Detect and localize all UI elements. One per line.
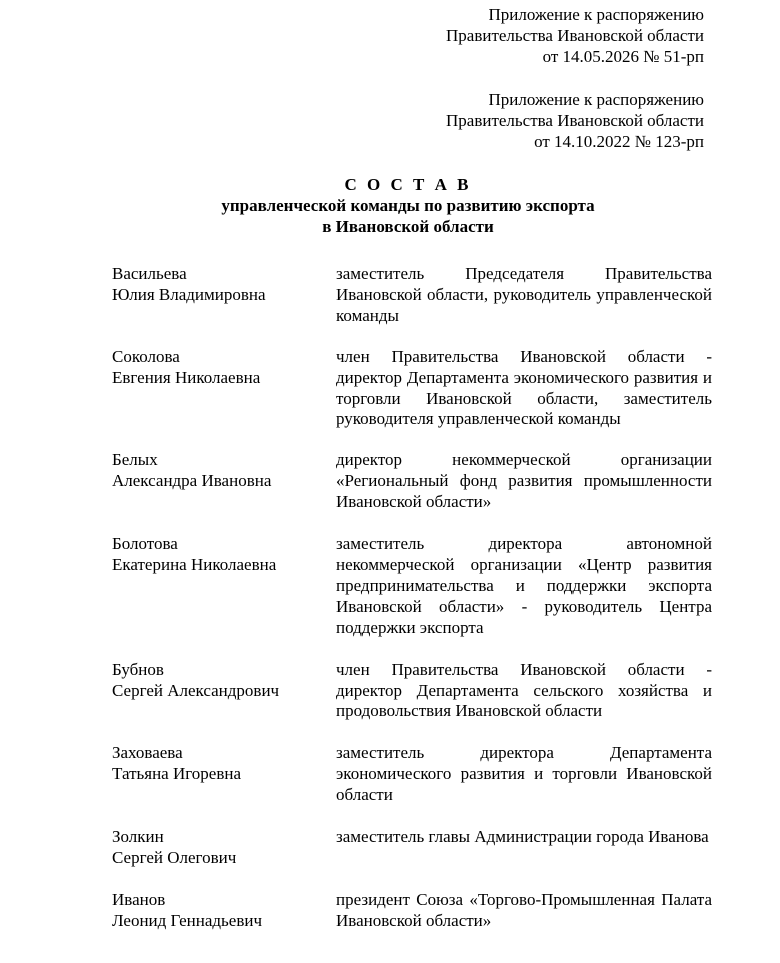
appendix-header-current — [446, 4, 704, 67]
members-list — [112, 264, 712, 932]
appendix-line: от 14.10.2022 № 123-рп — [534, 132, 704, 151]
member-name — [112, 743, 336, 806]
member-given-names: Юлия Владимировна — [112, 284, 266, 304]
member-row — [112, 890, 712, 932]
member-surname: Болотова — [112, 534, 178, 554]
member-role: заместитель директора автономной некоммерческой организации «Центр развития предпринимательства и поддержки экспорта Ивановской области» - руководитель Центра поддержки экспорта — [336, 534, 712, 637]
member-row — [112, 450, 712, 513]
member-surname: Заховаева — [112, 743, 183, 763]
appendix-header-original — [446, 89, 704, 152]
member-given-names: Екатерина Николаевна — [112, 554, 277, 574]
member-surname: Васильева — [112, 264, 187, 283]
member-row — [112, 743, 712, 806]
member-surname: Золкин — [112, 827, 164, 847]
member-row — [112, 347, 712, 431]
title-line: С О С Т А В — [344, 175, 472, 194]
member-role: заместитель директора Департамента экономического развития и торговли Ивановской области — [336, 743, 712, 805]
member-role: заместитель Председателя Правительства Ивановской области, руководитель управленческой команды — [336, 264, 712, 325]
member-name — [112, 534, 336, 639]
member-name — [112, 660, 336, 723]
member-surname: Белых — [112, 450, 158, 470]
member-given-names: Сергей Александрович — [112, 680, 280, 700]
member-given-names: Евгения Николаевна — [112, 367, 261, 387]
member-name — [112, 890, 336, 932]
member-given-names: Сергей Олегович — [112, 847, 237, 867]
appendix-line: Приложение к распоряжению — [488, 90, 704, 109]
appendix-line: от 14.05.2026 № 51-рп — [542, 47, 704, 66]
subtitle-line: управленческой команды по развитию экспорта — [221, 196, 595, 215]
member-surname: Соколова — [112, 346, 180, 366]
member-given-names: Александра Ивановна — [112, 471, 272, 491]
appendix-line: Приложение к распоряжению — [488, 5, 704, 24]
member-role: член Правительства Ивановской области - директор Департамента сельского хозяйства и продовольствия Ивановской области — [336, 659, 712, 721]
member-role: заместитель главы Администрации города Иванова — [336, 827, 709, 847]
member-row — [112, 827, 712, 869]
member-name — [112, 347, 336, 431]
member-name — [112, 264, 336, 327]
member-given-names: Татьяна Игоревна — [112, 764, 242, 784]
member-given-names: Леонид Геннадьевич — [112, 910, 262, 930]
member-row — [112, 660, 712, 723]
subtitle-line: в Ивановской области — [322, 217, 494, 236]
document-title — [0, 174, 780, 237]
member-row — [112, 264, 712, 327]
appendix-line: Правительства Ивановской области — [446, 26, 704, 45]
member-role: член Правительства Ивановской области - директор Департамента экономического развития и торговли Ивановской области, заместитель руководителя управленческой команды — [336, 346, 712, 429]
member-surname: Бубнов — [112, 659, 164, 679]
member-role: президент Союза «Торгово-Промышленная Палата Ивановской области» — [336, 889, 712, 930]
member-role: директор некоммерческой организации «Региональный фонд развития промышленности Ивановской области» — [336, 450, 712, 512]
member-surname: Иванов — [112, 889, 166, 909]
appendix-line: Правительства Ивановской области — [446, 111, 704, 130]
member-name — [112, 450, 336, 513]
member-name — [112, 827, 336, 869]
member-row — [112, 534, 712, 639]
